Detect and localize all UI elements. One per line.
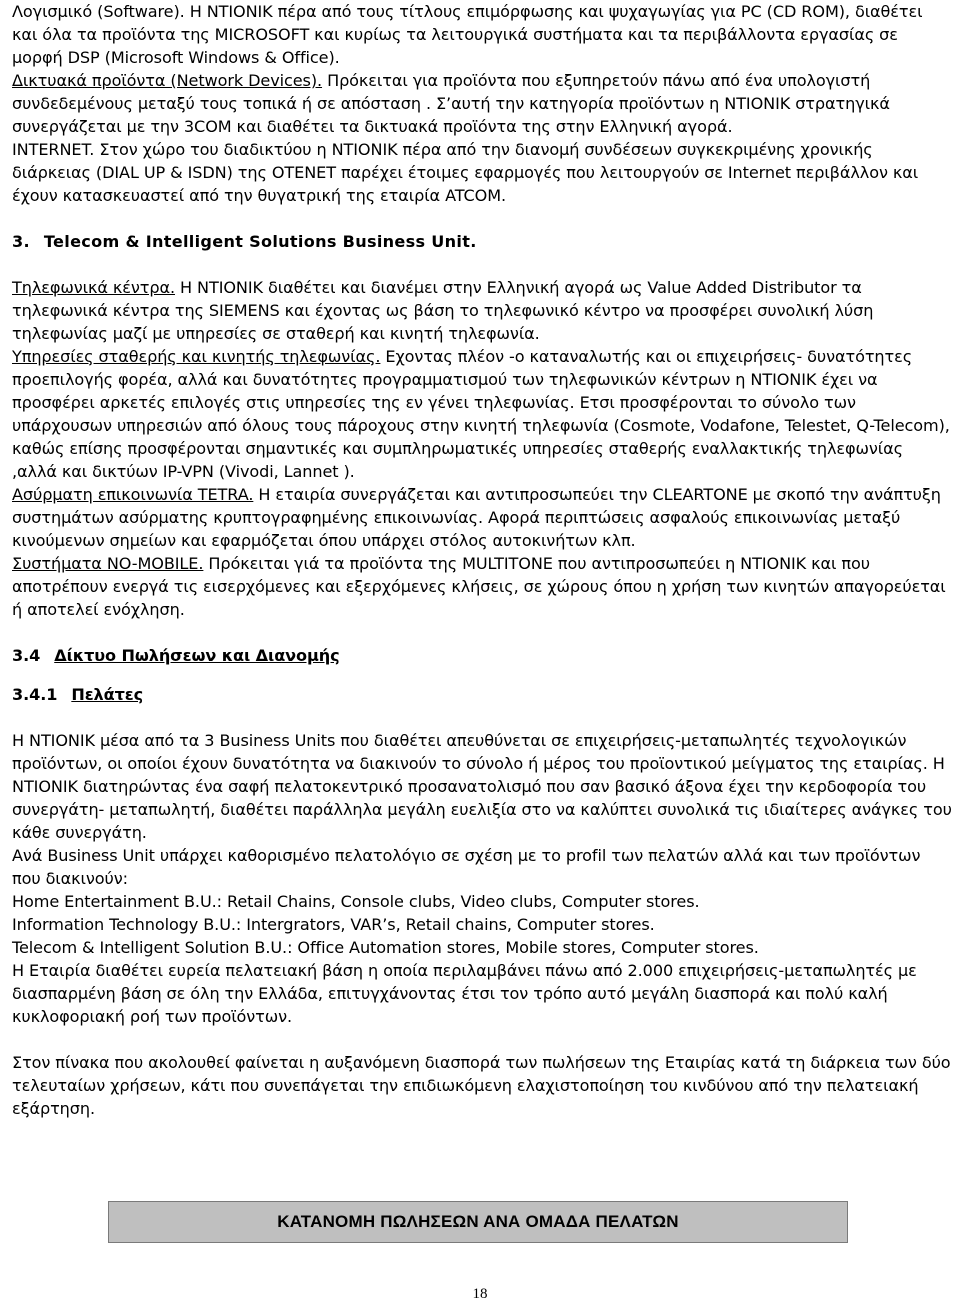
paragraph-network-devices <box>12 69 952 138</box>
network-devices-heading: Δικτυακά προϊόντα (Network Devices). <box>12 71 323 90</box>
paragraph-internet: INTERNET. Στον χώρο του διαδικτύου η ΝΤΙΟΝΙΚ πέρα από την διανομή συνδέσεων συγκεκριμένης χρονικής διάρκειας (DIAL UP & ISDN) της ΟΤΕΝΕΤ παρέχει έτοιμες εφαρμογές που λειτουργούν σε Internet περιβάλλον και έχουν κατασκευαστεί από την θυγατρική της εταιρία ATCOM. <box>12 140 919 205</box>
section-3-4-number: 3.4 <box>12 646 41 665</box>
tetra-heading: Ασύρματη επικοινωνία TETRA. <box>12 485 254 504</box>
page-number: 18 <box>472 1286 488 1302</box>
no-mobile-heading: Συστήματα NO-MOBILE. <box>12 554 204 573</box>
document-page <box>12 0 952 1120</box>
paragraph-per-business-unit: Ανά Business Unit υπάρχει καθορισμένο πελατολόγιο σε σχέση με το profil των πελατών αλλά και των προϊόντων που διακινούν: <box>12 846 921 888</box>
paragraph-telephony-services <box>12 345 952 483</box>
paragraph-clients: Η ΝΤΙΟΝΙΚ μέσα από τα 3 Business Units που διαθέτει απευθύνεται σε επιχειρήσεις-μεταπωλητές τεχνολογικών προϊόντων, οι οποίοι έχουν δυνατότητα να διακινούν το σύνολο ή μέρος του προϊοντικού μείγματος της εταιρίας. Η ΝΤΙΟΝΙΚ διατηρώντας ένα σαφή πελατοκεντρικό προσανατολισμό που σαν βασικό άξονα έχει την κερδοφορία του συνεργάτη- μεταπωλητή, διαθέτει παράλληλα μεγάλη ευελιξία στο να καλύπτει συνολικά τις ιδιαίτερες ανάγκες του κάθε συνεργάτη. <box>12 731 952 842</box>
paragraph-no-mobile <box>12 552 952 621</box>
business-unit-information-technology: Information Technology B.U.: Intergrators, VAR’s, Retail chains, Computer stores. <box>12 915 655 934</box>
telephony-services-body: Εχοντας πλέον -ο καταναλωτής και οι επιχειρήσεις- δυνατότητες προεπιλογής φορέα, αλλά και δυνατότητες προγραμματισμού των τηλεφωνικών κέντρων η ΝΤΙΟΝΙΚ έχει να προσφέρει αρκετές επιλογές στις υπηρεσίες της εν γένει τηλεφωνίας. Ετσι προσφέρονται το σύνολο των υπάρχουσων υπηρεσιών από όλους τους πάροχους στην κινητή τηλεφωνία (Cosmote, Vodafone, Telestet, Q-Telecom), καθώς επίσης προσφέρονται σημαντικές και συμπληρωματικές υπηρεσίες σταθερής εναλλακτικής τηλεφωνίας ,αλλά και δικτύων IP-VPN (Vivodi, Lannet ). <box>12 347 950 481</box>
paragraph-tetra <box>12 483 952 552</box>
sales-distribution-table-title: ΚΑΤΑΝΟΜΗ ΠΩΛΗΣΕΩΝ ΑΝΑ ΟΜΑΔΑ ΠΕΛΑΤΩΝ <box>108 1201 848 1243</box>
network-devices-body: Πρόκειται για προϊόντα που εξυπηρετούν πάνω από ένα υπολογιστή συνδεδεμένους μεταξύ τους τοπικά ή σε απόσταση . Σ’αυτή την κατηγορία προϊόντων η ΝΤΙΟΝΙΚ στρατηγικά συνεργάζεται με την 3COM και διαθέτει τα δικτυακά προϊόντα της στην Ελληνική αγορά. <box>12 71 890 136</box>
paragraph-table-intro: Στον πίνακα που ακολουθεί φαίνεται η αυξανόμενη διασπορά των πωλήσεων της Εταιρίας κατά τη διάρκεια των δύο τελευταίων χρήσεων, κάτι που συνεπάγεται την επιδιωκόμενη ελαχιστοποίηση του κινδύνου από την πελατειακή εξάρτηση. <box>12 1053 951 1118</box>
tetra-body: Η εταιρία συνεργάζεται και αντιπροσωπεύει την CLEARTONE με σκοπό την ανάπτυξη συστημάτων ασύρματης κρυπτογραφημένης επικοινωνίας. Αφορά περιπτώσεις ασφαλούς επικοινωνίας μεταξύ κινούμενων σημείων και εφαρμόζεται όπου υπάρχει στόλος αυτοκινήτων κλπ. <box>12 485 941 550</box>
section-3-4-1-number: 3.4.1 <box>12 685 58 704</box>
section-3-4-1-heading <box>12 683 952 706</box>
section-3-4-heading <box>12 644 952 667</box>
no-mobile-body: Πρόκειται γιά τα προϊόντα της MULTITONE που αντιπροσωπεύει η ΝΤΙΟΝΙΚ και που αποτρέπουν ενεργά τις εισερχόμενες και εξερχόμενες κλήσεις, σε χώρους όπου η χρήση των κινητών απαγορεύεται ή αποτελεί ενόχληση. <box>12 554 946 619</box>
paragraph-software: Λογισμικό (Software). Η ΝΤΙΟΝΙΚ πέρα από τους τίτλους επιμόρφωσης και ψυχαγωγίας για PC (CD ROM), διαθέτει και όλα τα προϊόντα της MICROSOFT και κυρίως τα λειτουργικά συστήματα και τα περιβάλλοντα εργασίας σε μορφή DSP (Microsoft Windows & Office). <box>12 2 923 67</box>
section-3-4-title: Δίκτυο Πωλήσεων και Διανομής <box>54 646 340 665</box>
paragraph-telephone-centers <box>12 276 952 345</box>
section-3-number: 3. <box>12 232 30 251</box>
section-3-4-1-title: Πελάτες <box>71 685 144 704</box>
section-3-title: Telecom & Intelligent Solutions Business Unit. <box>43 232 477 251</box>
business-unit-telecom: Telecom & Intelligent Solution B.U.: Office Automation stores, Mobile stores, Computer stores. <box>12 938 759 957</box>
section-3-heading <box>12 230 952 253</box>
telephone-centers-heading: Τηλεφωνικά κέντρα. <box>12 278 175 297</box>
business-unit-home-entertainment: Home Entertainment B.U.: Retail Chains, Console clubs, Video clubs, Computer stores. <box>12 892 700 911</box>
paragraph-client-base: Η Εταιρία διαθέτει ευρεία πελατειακή βάση η οποία περιλαμβάνει πάνω από 2.000 επιχειρήσεις-μεταπωλητές με διασπαρμένη βάση σε όλη την Ελλάδα, επιτυγχάνοντας έτσι τον τρόπο αυτό μεγάλη διασπορά και πολύ καλή κυκλοφοριακή ροή των προϊόντων. <box>12 961 917 1026</box>
telephony-services-heading: Υπηρεσίες σταθερής και κινητής τηλεφωνίας. <box>12 347 381 366</box>
telephone-centers-body: Η ΝΤΙΟΝΙΚ διαθέτει και διανέμει στην Ελληνική αγορά ως Value Added Distributor τα τηλεφωνικά κέντρα της SIEMENS και έχοντας ως βάση το τηλεφωνικό κέντρο να προσφέρει συνολική λύση τηλεφωνίας μαζί με υπηρεσίες σε σταθερή και κινητή τηλεφωνία. <box>12 278 874 343</box>
